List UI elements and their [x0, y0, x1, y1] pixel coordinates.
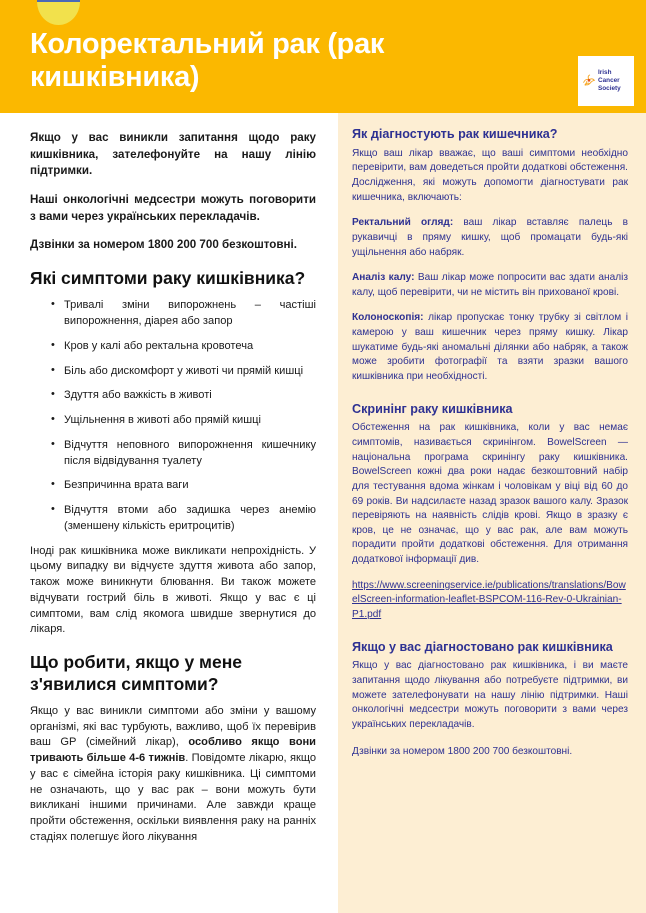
test-description: Ваш лікар може попросити вас здати аналіз калу, щоб перевірити, чи не містить він прихованої крові. [352, 272, 628, 298]
list-item: • Здуття або важкість в животі [30, 388, 316, 404]
list-item: • Відчуття неповного випорожнення кишечнику після відвідування туалету [30, 438, 316, 470]
screening-text: Обстеження на рак кишківника, коли у вас немає симптомів, називається скринінгом. BowelScreen — національна програма скринінгу раку кишківника. BowelScreen кожні два роки надає безкоштовний набір для тестування вдома жінкам і чоловікам у віці від 60 до 69 років. Ви надсилаєте назад зразок вашого калу. Зразок перевіряють на наявність слідів крові. Якщо в зразку є кров, це не означає, що у вас рак, але вам можуть порадити пройти додаткові обстеження. Для отримання додаткової інформації див. [352, 422, 628, 566]
diagnosed-heading: Якщо у вас діагностовано рак кишківника [352, 639, 613, 654]
what-to-do-text-part1: Якщо у вас виникли симптоми або зміни у вашому організмі, які вас турбують, важливо, щоб їх перевірив ваш GP (сімейний лікар), [30, 704, 316, 749]
test-description: ваш лікар вставляє палець в рукавичці в пряму кишку, щоб промацати будь-які ущільнення або набряк. [352, 217, 628, 258]
test-rectal-exam [352, 216, 628, 260]
irish-cancer-society-logo [578, 56, 634, 106]
list-item: • Біль або дискомфорт у животі чи прямій кишці [30, 364, 316, 380]
bowelscreen-leaflet-link[interactable]: https://www.screeningservice.ie/publications/translations/BowelScreen-information-leaflet-BSPCOM-116-Rev-0-Ukrainian-P1.pdf [352, 579, 626, 620]
what-to-do-paragraph [30, 704, 316, 846]
test-label: Ректальний огляд: [352, 217, 454, 229]
logo-line-irish: Irish [598, 68, 612, 76]
left-column [0, 113, 338, 913]
list-item: • Тривалі зміни випорожнень – частіші випорожнення, діарея або запор [30, 298, 316, 330]
intro-paragraph-1: Якщо у вас виникли запитання щодо раку кишківника, зателефонуйте на нашу лінію підтримки. [30, 131, 316, 178]
list-item: • Безпричинна врата ваги [30, 478, 316, 494]
page-title: Колоректальний рак (рак кишківника) [30, 28, 385, 93]
test-label: Аналіз калу: [352, 272, 415, 284]
what-to-do-emphasis: особливо якщо вони тривають більше 4-6 тижнів [30, 736, 316, 765]
test-stool-analysis [352, 271, 628, 300]
right-column [338, 113, 646, 913]
page-header [0, 0, 646, 113]
list-item: • Кров у калі або ректальна кровотеча [30, 339, 316, 355]
diagnosed-phone: Дзвінки за номером 1800 200 700 безкоштовні. [352, 745, 573, 757]
what-to-do-heading: Що робити, якщо у мене з'явилися симптоми? [30, 652, 243, 694]
diagnose-heading: Як діагностують рак кишечника? [352, 127, 558, 141]
intro-paragraph-3: Дзвінки за номером 1800 200 700 безкоштовні. [30, 238, 297, 252]
symptoms-heading: Які симптоми раку кишківника? [30, 268, 306, 289]
logo-line-cancer: Cancer [598, 76, 620, 84]
daffodil-icon [581, 73, 597, 89]
diagnose-intro: Якщо ваш лікар вважає, що ваші симптоми необхідно перевірити, вам доведеться пройти додаткові обстеження. Дослідження, які можуть допомогти діагностувати рак кишечника, включають: [352, 147, 628, 203]
test-colonoscopy [352, 311, 628, 384]
ukraine-flag-icon [37, 0, 80, 25]
flag-yellow-band [37, 2, 80, 26]
diagnosed-text: Якщо у вас діагностовано рак кишківника, і ви маєте запитання щодо лікування або потребуєте підтримки, ви можете зателефонувати на нашу лінію підтримки. Наші онкологічні медсестри можуть поговорити з вами через українських перекладачів. [352, 660, 628, 730]
test-label: Колоноскопія: [352, 312, 424, 324]
logo-wordmark [598, 69, 621, 94]
logo-line-society: Society [598, 85, 621, 93]
intro-paragraph-2: Наші онкологічні медсестри можуть поговорити з вами через українських перекладачів. [30, 193, 316, 223]
symptoms-list [30, 298, 316, 534]
list-item: • Відчуття втоми або задишка через анемію (зменшену кількість еритроцитів) [30, 503, 316, 535]
obstruction-note: Іноді рак кишківника може викликати непрохідність. У цьому випадку ви відчуєте здуття живота або запор, також може виникнути блювання. Ви також можете відчувати гострий біль в животі. Якщо у вас є ці симптоми, вам слід якомога швидше звернутися до лікаря. [30, 544, 316, 636]
list-item: • Ущільнення в животі або прямій кишці [30, 413, 316, 429]
what-to-do-text-part2: . Повідомте лікарю, якщо у вас є сімейна історія раку кишківника. Ці симптоми не означають, що у вас рак – вони можуть бути викликані іншими причинами. Але завжди краще пройти обстеження, оскільки виявлення раку на ранніх стадіях полегшує його лікування [30, 752, 316, 843]
screening-heading: Скринінг раку кишківника [352, 401, 513, 416]
test-description: лікар пропускає тонку трубку зі світлом і камерою у ваш кишечник через пряму кишку. Лікар шукатиме будь-які аномальні ділянки або набряк, а також може зробити фотографії та взяти зразки вашого кишківника при необхідності. [352, 312, 628, 382]
